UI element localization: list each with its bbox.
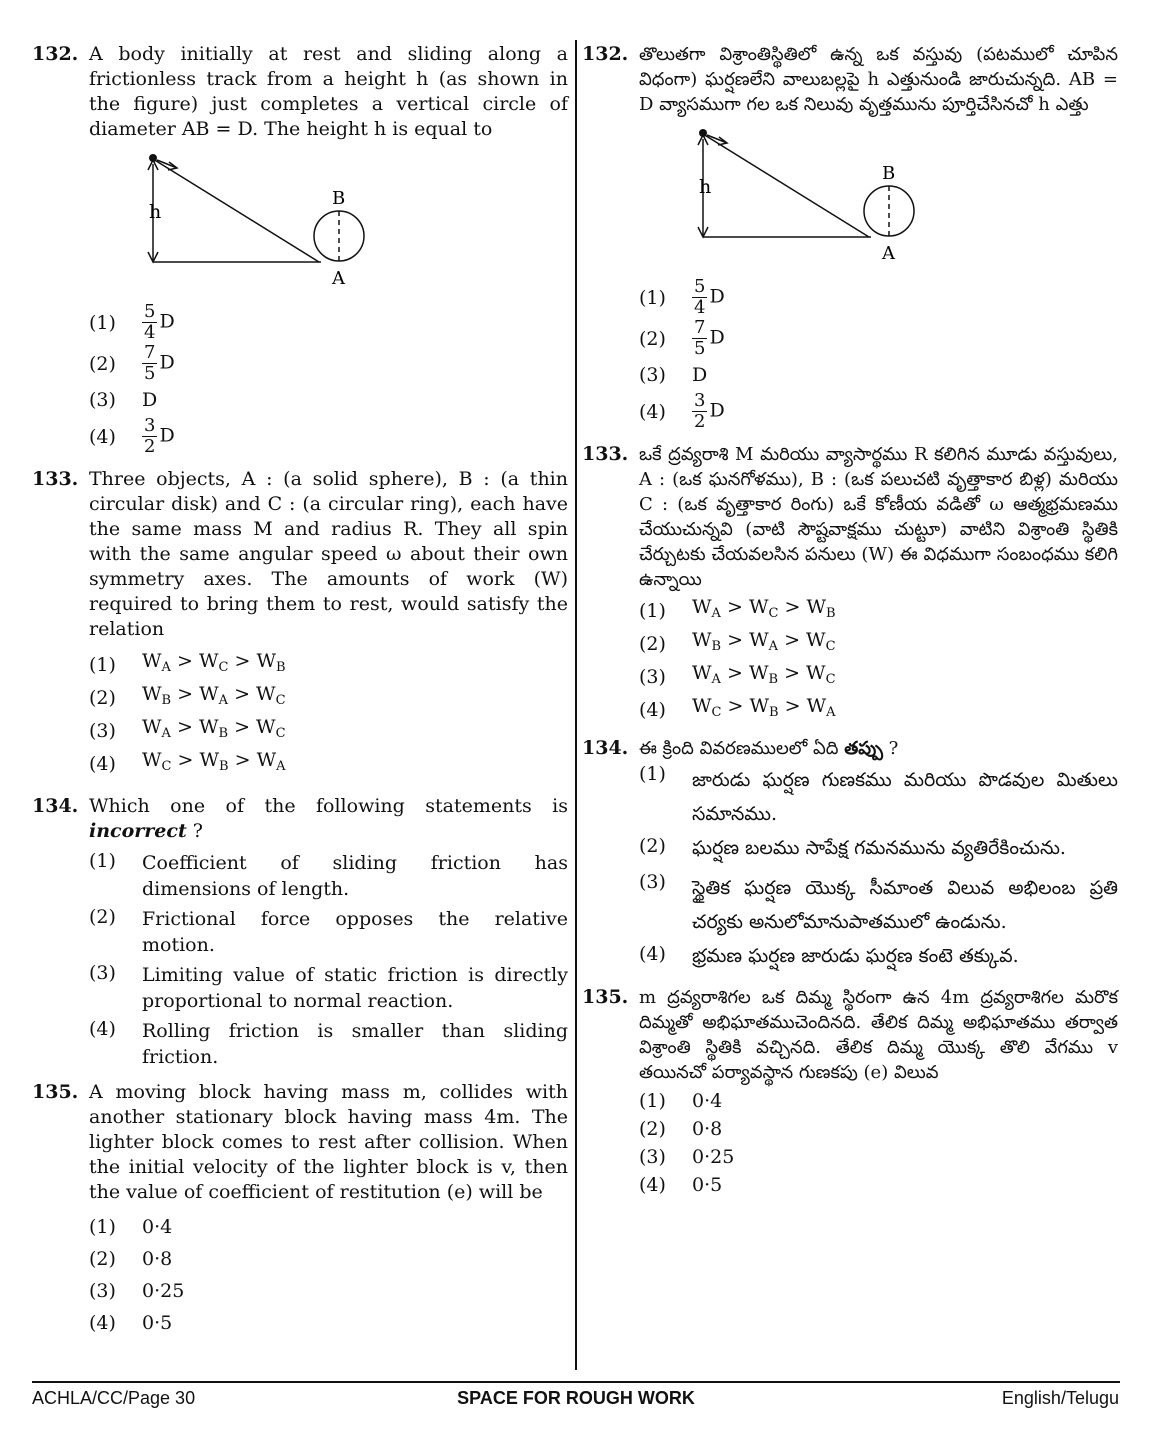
option-1[interactable]: (1) $W_A > W_C > W_B$ (639, 596, 836, 622)
option-2[interactable]: (2) 0·8 (89, 1248, 173, 1270)
question-number: 135. (32, 1081, 79, 1103)
option-4[interactable]: (4) $\frac{3}{2}$ D (639, 390, 725, 432)
question-132-en (32, 42, 568, 457)
body-dot (699, 129, 707, 137)
label-a: A (332, 268, 345, 289)
question-number: 134. (32, 795, 79, 817)
options (639, 1087, 1118, 1199)
question-number: 133. (32, 468, 79, 490)
column-divider (575, 40, 577, 1370)
option-1[interactable]: (1) జారుడు ఘర్షణ గుణకము మరియు పొడవుల మితులు సమానము. (639, 763, 1118, 825)
option-1[interactable]: (1) $\frac{5}{4}$ D (89, 301, 175, 343)
body-dot (149, 154, 157, 162)
option-4[interactable]: (4) భ్రమణ ఘర్షణ జారుడు ఘర్షణ కంటె తక్కువ. (639, 943, 1019, 967)
option-1[interactable]: (1) $\frac{5}{4}$ D (639, 276, 725, 318)
option-4[interactable]: (4) $W_C > W_B > W_A$ (639, 695, 836, 721)
question-text: ఒకే ద్రవ్యరాశి M మరియు వ్యాసార్థము R కలిగిన మూడు వస్తువులు, A : (ఒక ఘనగోళము), B : (ఒక పలుచటి వృత్తాకార బిళ్ల) మరియు C : (ఒక వృత్తాకార రింగు) ఒకే కోణీయ వడితో ω ఆత్మభ్రమణము చేయుచున్నవి (వాటి సౌష్టవాక్షము చుట్టూ) వాటిని విశ్రాంతి స్థితికి చేర్చుటకు చేయవలసిన పనులు (W) ఈ విధముగా సంబంధము కలిగి ఉన్నాయి (639, 444, 1118, 590)
label-a: A (882, 243, 895, 264)
option-2[interactable]: (2) Frictional force opposes the relative motion. (89, 906, 568, 956)
option-1[interactable]: (1) 0·4 (89, 1216, 173, 1238)
option-2[interactable]: (2) $W_B > W_A > W_C$ (89, 683, 286, 709)
option-4[interactable]: (4) 0·5 (639, 1174, 723, 1196)
vertical-loop (864, 186, 914, 236)
fraction: $\frac{5}{4}$ (144, 301, 156, 343)
footer-rule (32, 1381, 1120, 1383)
question-text: Which one of the following statements is incorrect ? (89, 795, 568, 842)
footer-page-id: ACHLA/CC/Page 30 (32, 1388, 196, 1408)
option-1[interactable]: (1) Coefficient of sliding friction has dimensions of length. (89, 850, 568, 900)
option-2[interactable]: (2) $\frac{7}{5}$ D (639, 317, 725, 359)
options (89, 648, 568, 780)
footer-rough-work: SPACE FOR ROUGH WORK (457, 1388, 695, 1408)
option-3[interactable]: (3) 0·25 (89, 1280, 185, 1302)
incline-track (153, 159, 319, 262)
fraction: $\frac{5}{4}$ (694, 276, 706, 318)
options (89, 302, 568, 457)
question-133-te (582, 442, 1118, 726)
option-4[interactable]: (4) $W_C > W_B > W_A$ (89, 749, 286, 775)
telugu-column (582, 42, 1118, 1209)
option-4[interactable]: (4) Rolling friction is smaller than sliding friction. (89, 1018, 568, 1068)
question-133-en (32, 467, 568, 780)
fraction: $\frac{3}{2}$ (144, 415, 156, 457)
fraction: $\frac{7}{5}$ (694, 317, 706, 359)
question-134-en (32, 794, 568, 1070)
option-3[interactable]: (3) Limiting value of static friction is directly proportional to normal reaction. (89, 962, 568, 1012)
question-number: 133. (582, 443, 629, 465)
option-1[interactable]: (1) $W_A > W_C > W_B$ (89, 650, 286, 676)
label-b: B (882, 163, 896, 184)
option-3[interactable]: (3) $W_A > W_B > W_C$ (89, 716, 286, 742)
question-number: 134. (582, 737, 629, 759)
track-loop-figure (639, 127, 1118, 271)
question-text: A body initially at rest and sliding along a frictionless track from a height h (as shown in the figure) just completes a vertical circle of diameter AB = D. The height h is equal to (89, 43, 568, 140)
option-3[interactable]: (3) D (639, 364, 708, 386)
vertical-loop (314, 211, 364, 261)
question-134-te (582, 736, 1118, 975)
question-number: 132. (582, 43, 629, 65)
english-column (32, 42, 568, 1349)
options (639, 763, 1118, 975)
track-loop-figure (89, 152, 568, 296)
fraction: $\frac{7}{5}$ (144, 342, 156, 384)
option-1[interactable]: (1) 0·4 (639, 1090, 723, 1112)
question-132-te (582, 42, 1118, 432)
label-h: h (149, 201, 162, 223)
track-loop-diagram (89, 152, 346, 292)
option-2[interactable]: (2) $\frac{7}{5}$ D (89, 342, 175, 384)
footer-language: English/Telugu (1001, 1388, 1119, 1408)
option-3[interactable]: (3) 0·25 (639, 1146, 735, 1168)
option-3[interactable]: (3) స్థైతిక ఘర్షణ యొక్క సీమాంత విలువ అభిలంబ ప్రతి చర్యకు అనులోమానుపాతములో ఉండును. (639, 871, 1118, 933)
label-h: h (699, 176, 712, 198)
options (89, 850, 568, 1070)
question-text: ఈ క్రింది వివరణములలో ఏది తప్పు ? (639, 738, 899, 759)
label-b: B (332, 188, 346, 209)
option-2[interactable]: (2) ఘర్షణ బలము సాపేక్ష గమనమును వ్యతిరేకించును. (639, 835, 1066, 859)
option-2[interactable]: (2) 0·8 (639, 1118, 723, 1140)
question-text: Three objects, A : (a solid sphere), B : (a thin circular disk) and C : (a circular ring), each have the same mass M and radius R. They all spin with the same angular speed ω about their own symmetry axes. The amounts of work (W) required to bring them to rest, would satisfy the relation (89, 468, 568, 640)
question-text: తొలుతగా విశ్రాంతిస్థితిలో ఉన్న ఒక వస్తువు (పటములో చూపిన విధంగా) ఘర్షణలేని వాలుబల్లపై h ఎత్తునుండి జారుచున్నది. AB = D వ్యాసముగా గల ఒక నిలువు వృత్తమును పూర్తిచేసినచో h ఎత్తు (639, 44, 1118, 115)
question-text: A moving block having mass m, collides with another stationary block having mass 4m. The lighter block comes to rest after collision. When the initial velocity of the lighter block is v, then the value of coefficient of restitution (e) will be (89, 1081, 568, 1203)
incline-track (703, 134, 869, 237)
options (89, 1211, 568, 1339)
track-loop-diagram (639, 127, 896, 267)
fraction: $\frac{3}{2}$ (694, 390, 706, 432)
question-number: 132. (32, 43, 79, 65)
option-3[interactable]: (3) $W_A > W_B > W_C$ (639, 662, 836, 688)
option-4[interactable]: (4) $\frac{3}{2}$ D (89, 415, 175, 457)
options (639, 277, 1118, 432)
option-2[interactable]: (2) $W_B > W_A > W_C$ (639, 629, 836, 655)
question-number: 135. (582, 986, 629, 1008)
question-135-en (32, 1080, 568, 1339)
question-text: m ద్రవ్యరాశిగల ఒక దిమ్మ స్థిరంగా ఉన 4m ద్రవ్యరాశిగల మరొక దిమ్మతో అభిఘాతముచెందినది. తేలిక దిమ్మ అభిఘాతము తర్వాత విశ్రాంతి స్థితికి వచ్చినది. తేలిక దిమ్మ యొక్క తొలి వేగము v తయినచో పర్యావస్థాన గుణకపు (e) విలువ (639, 987, 1118, 1083)
options (639, 594, 1118, 726)
option-4[interactable]: (4) 0·5 (89, 1312, 173, 1334)
option-3[interactable]: (3) D (89, 389, 158, 411)
question-135-te (582, 985, 1118, 1199)
